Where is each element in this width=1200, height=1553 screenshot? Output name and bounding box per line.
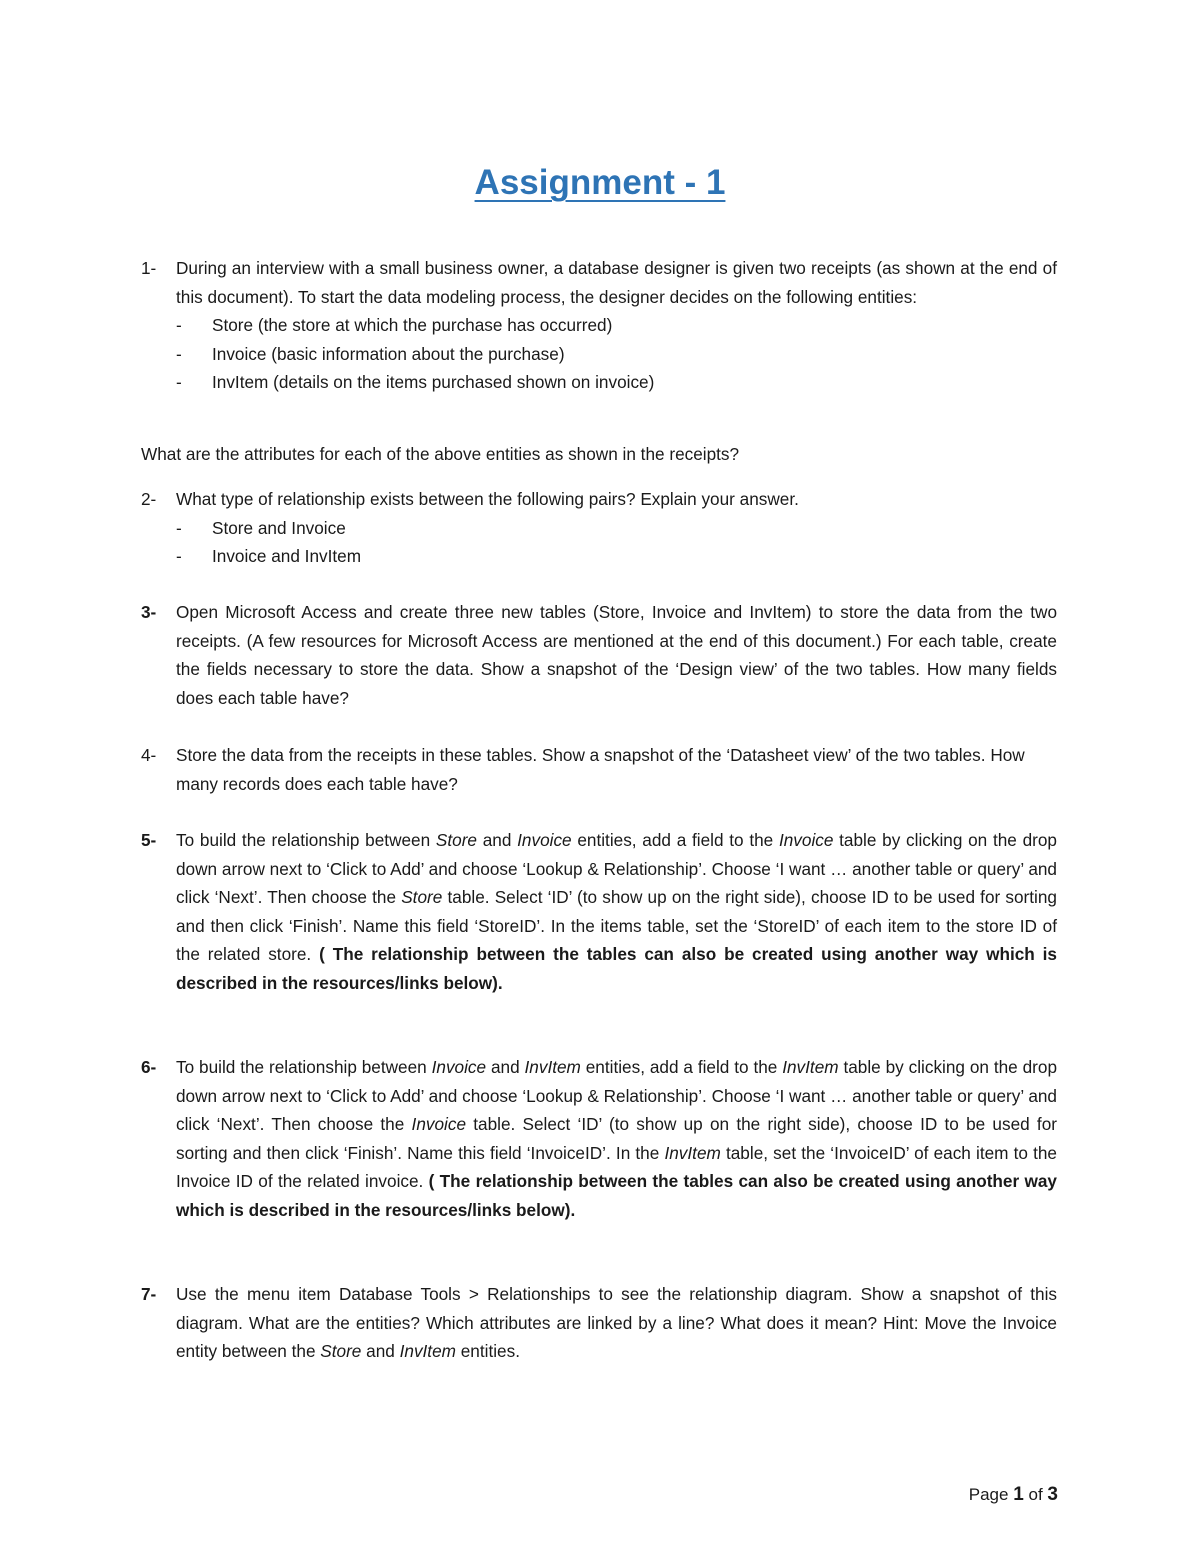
question-number: 2-	[141, 489, 157, 509]
list-item: - Store and Invoice	[176, 517, 346, 538]
text-run: and	[486, 1057, 525, 1077]
list-item-text: Store and Invoice	[212, 517, 346, 538]
list-item-text: InvItem (details on the items purchased shown on invoice)	[212, 372, 655, 392]
question-text: Store the data from the receipts in these tables. Show a snapshot of the ‘Datasheet view’ of the two tables. How many records does each table have?	[176, 745, 1025, 794]
page-label: Page	[968, 1485, 1009, 1504]
question-6	[141, 1053, 1057, 1224]
text-run: and	[361, 1341, 400, 1361]
question-1-followup: What are the attributes for each of the above entities as shown in the receipts?	[141, 444, 740, 464]
text-run: table, set the ‘InvoiceID’ of each item to the Invoice ID of the related invoice.	[176, 1142, 1057, 1191]
page-number: 1	[1013, 1484, 1024, 1505]
question-number: 4-	[141, 745, 157, 765]
question-text: During an interview with a small business owner, a database designer is given two receipts (as shown at the end of this document). To start the data modeling process, the designer decides on the following entities:	[176, 258, 1057, 307]
question-number: 1-	[141, 258, 157, 278]
text-run: Invoice	[431, 1057, 487, 1077]
page-footer	[969, 1484, 1058, 1506]
question-5	[141, 826, 1057, 997]
list-item-text: Store (the store at which the purchase has occurred)	[212, 315, 613, 335]
document-title: Assignment - 1	[474, 163, 726, 202]
question-text	[176, 826, 1057, 997]
text-run: Invoice	[517, 830, 572, 850]
bold-note: ( The relationship between the tables can also be created using another way which is described in the resources/links below).	[176, 944, 1057, 993]
text-run: table. Select ‘ID’ (to show up on the right side), choose ID to be used for sorting and then click ‘Finish’. Name this field ‘StoreID’. In the items table, set the ‘StoreID’ of each item to the store ID of the related store.	[176, 887, 1057, 964]
text-run: table by clicking on the drop down arrow next to ‘Click to Add’ and choose ‘Lookup & Relationship’. Choose ‘I want … another table or query’ and click ‘Next’. Then choose the	[176, 1057, 1058, 1134]
question-text: Open Microsoft Access and create three new tables (Store, Invoice and InvItem) to store the data from the two receipts. (A few resources for Microsoft Access are mentioned at the end of this document.) For each table, create the fields necessary to store the data. Show a snapshot of the ‘Design view’ of the two tables. How many fields does each table have?	[176, 602, 1057, 708]
question-text: What type of relationship exists between the following pairs? Explain your answer.	[176, 489, 799, 509]
text-run: InvItem	[782, 1057, 839, 1077]
question-3	[141, 598, 1057, 712]
page-total: 3	[1047, 1484, 1058, 1505]
question-2	[141, 485, 1057, 571]
question-1	[141, 254, 1057, 397]
text-run: table by clicking on the drop down arrow next to ‘Click to Add’ and choose ‘Lookup & Relationship’. Choose ‘I want … another table or query’ and click ‘Next’. Then choose the	[176, 830, 1057, 907]
text-run: InvItem	[399, 1341, 456, 1361]
list-item: - Store (the store at which the purchase has occurred)	[176, 315, 613, 335]
list-item-text: Invoice (basic information about the purchase)	[212, 343, 565, 364]
text-run: Store	[435, 830, 477, 850]
text-run: To build the relationship between	[176, 830, 436, 850]
question-number: 5-	[141, 830, 157, 850]
question-number: 7-	[141, 1284, 157, 1304]
text-run: Invoice	[778, 830, 834, 850]
question-text	[176, 1280, 1057, 1366]
text-run: InvItem	[524, 1057, 581, 1077]
text-run: entities.	[455, 1341, 520, 1361]
list-item: - Invoice (basic information about the purchase)	[176, 343, 565, 364]
text-run: InvItem	[664, 1142, 721, 1163]
question-text	[176, 1053, 1057, 1224]
question-number: 6-	[141, 1057, 157, 1077]
text-run: To build the relationship between	[176, 1057, 432, 1077]
of-label: of	[1028, 1485, 1043, 1504]
list-item: - Invoice and InvItem	[176, 546, 362, 566]
text-run: table. Select ‘ID’ (to show up on the right side), choose ID to be used for sorting and then click ‘Finish’. Name this field ‘InvoiceID’. In the	[176, 1114, 1057, 1163]
text-run: and	[477, 830, 518, 850]
text-run: Store	[320, 1341, 362, 1361]
question-number: 3-	[141, 602, 157, 622]
bold-note: ( The relationship between the tables can also be created using another way which is described in the resources/links below).	[176, 1171, 1057, 1220]
text-run: Invoice	[411, 1114, 467, 1134]
text-run: Use the menu item Database Tools > Relationships to see the relationship diagram. Show a snapshot of this diagram. What are the entities? Which attributes are linked by a line? What does it mean? Hint: Move the Invoice entity between the	[176, 1284, 1057, 1361]
question-7	[141, 1280, 1057, 1366]
text-run: Store	[401, 887, 443, 907]
text-run: entities, add a field to the	[571, 830, 779, 850]
list-item: - InvItem (details on the items purchased shown on invoice)	[176, 372, 655, 392]
list-item-text: Invoice and InvItem	[212, 546, 362, 566]
question-4	[141, 741, 1057, 798]
text-run: entities, add a field to the	[580, 1057, 783, 1077]
